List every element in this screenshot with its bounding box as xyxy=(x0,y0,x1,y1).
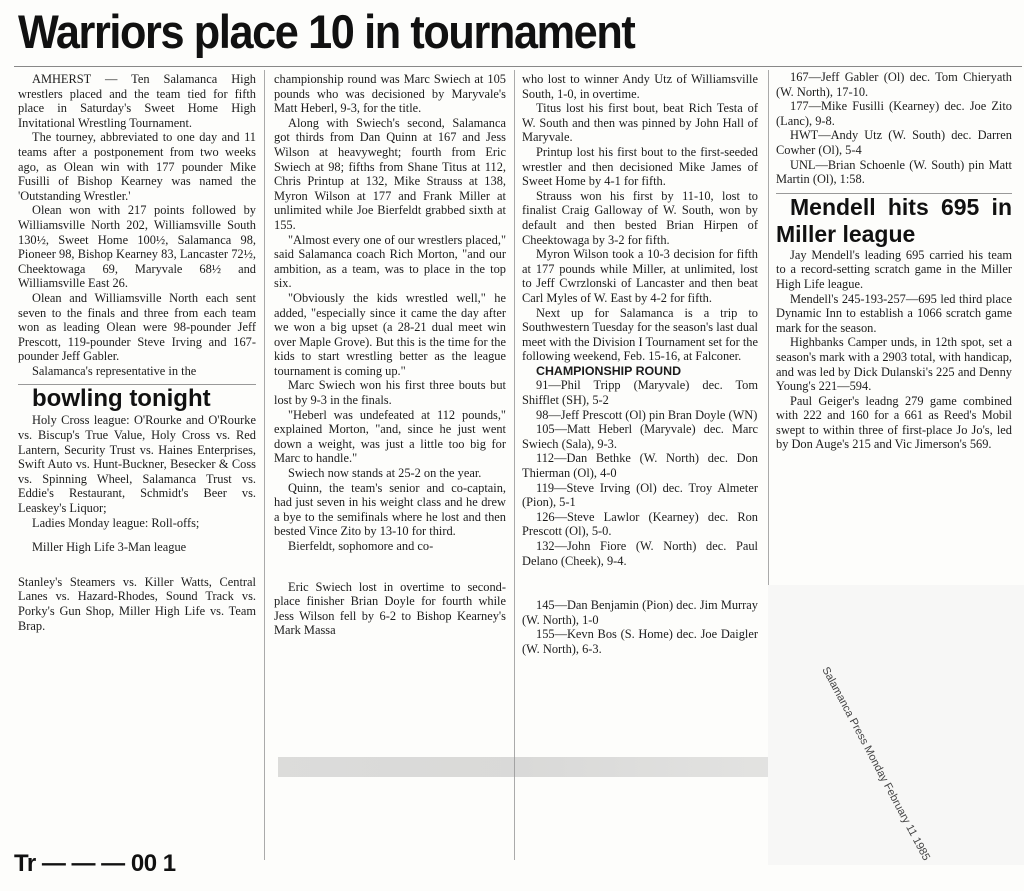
result-155: 155—Kevn Bos (S. Home) dec. Joe Daigler (W. North), 6-3. xyxy=(522,627,758,656)
col2-para-7: Swiech now stands at 25-2 on the year. xyxy=(288,466,482,481)
result-105: 105—Matt Heberl (Maryvale) dec. Marc Swiech (Sala), 9-3. xyxy=(522,422,758,451)
col3-para-3: Printup lost his first bout to the first-seeded wrestler and then decisioned Mike James of Sweet Home by 4-1 for fifth. xyxy=(522,144,758,189)
col2-para-6: "Heberl was undefeated at 112 pounds," explained Morton, "and, since he just went down a weight, was just a little too big for Marc to handle." xyxy=(274,407,506,466)
col3-para-2: Titus lost his first bout, beat Rich Testa of W. South and then was pinned by John Hall of Maryvale. xyxy=(522,101,758,145)
result-unl: UNL—Brian Schoenle (W. South) pin Matt Martin (Ol), 1:58. xyxy=(776,157,1012,187)
result-145: 145—Dan Benjamin (Pion) dec. Jim Murray (W. North), 1-0 xyxy=(522,598,758,627)
bowling-para-1: Holy Cross league: O'Rourke and O'Rourke vs. Biscup's True Value, Holy Cross vs. Red Lantern, Security Trust vs. Haines Enterprises, Swift Auto vs. Hunt-Buckner, Besecker & Coss vs. Spinning Wheel, Salamanca Trust vs. Eddie's Restaurant, Schmidt's Beer vs. Leaskey's Liquor; xyxy=(18,413,256,516)
col1-para-3: Olean won with 217 points followed by Williamsville North 202, Williamsville South 130½, Sweet Home 100½, Salamanca 98, Pioneer 98, Bishop Kearney 83, Lancaster 72½, Cheektowaga 69, Maryvale 68½ and Williamsville East 26. xyxy=(18,203,256,291)
col2-para-8: Quinn, the team's senior and co-captain, had just seven in his weight class and he drew a bye to the semifinals where he lost and then bested Vince Zito by 13-10 for third. xyxy=(274,480,506,539)
col2-para-10: Eric Swiech lost in overtime to second-place finisher Brian Doyle for fourth while Jess Wilson fell by 6-2 to Bishop Kearney's Mark Massa xyxy=(274,579,506,638)
col1-para-1: AMHERST — Ten Salamanca High wrestlers placed and the team tied for fifth place in Saturday's Sweet Home High Invitational Wrestling Tournament. xyxy=(18,72,256,130)
col3-para-1: who lost to winner Andy Utz of Williamsville South, 1-0, in overtime. xyxy=(522,72,758,101)
bowling-title: bowling tonight xyxy=(32,385,211,413)
col2-para-3: "Almost every one of our wrestlers placed," said Salamanca coach Rich Morton, "and our ambition, as a team, was to place in the top six. xyxy=(274,232,506,291)
column-divider-1 xyxy=(264,70,265,860)
col2-para-9: Bierfeldt, sophomore and co- xyxy=(288,539,434,553)
result-132: 132—John Fiore (W. North) dec. Paul Delano (Cheek), 9-4. xyxy=(522,539,758,568)
col2-para-1: championship round was Marc Swiech at 105 pounds who was decisioned by Maryvale's Matt Heberl, 9-3, for the title. xyxy=(274,72,506,116)
bowling-para-2: Ladies Monday league: Roll-offs; xyxy=(32,515,200,530)
result-hwt: HWT—Andy Utz (W. South) dec. Darren Cowher (Ol), 5-4 xyxy=(776,128,1012,157)
column-divider-3 xyxy=(768,70,769,585)
cut-off-headline: Tr — — — 00 1 xyxy=(14,850,176,877)
result-119: 119—Steve Irving (Ol) dec. Troy Almeter (Pion), 5-1 xyxy=(522,480,758,510)
col4-para-2: Mendell's 245-193-257—695 led third place Dynamic Inn to establish a 1066 scratch game mark for the season. xyxy=(776,291,1012,335)
col4-para-1: Jay Mendell's leading 695 carried his team to a record-setting scratch game in the Miller High Life league. xyxy=(776,247,1012,291)
col3-para-6: Next up for Salamanca is a trip to Southwestern Tuesday for the season's last dual meet with the Division I Tournament set for the following weekend, Feb. 15-16, at Falconer. xyxy=(522,305,758,364)
result-167: 167—Jeff Gabler (Ol) dec. Tom Chieryath (W. North), 17-10. xyxy=(776,70,1012,99)
championship-title: CHAMPIONSHIP ROUND xyxy=(536,363,682,378)
col1-para-2: The tourney, abbreviated to one day and 11 teams after a postponement from two weeks ago, as Olean win with 177 pounder Mike Fusilli of Bishop Kearney was named the 'Outstanding Wrestler.' xyxy=(18,130,256,203)
bowling-para-3: Miller High Life 3-Man league xyxy=(32,540,187,555)
bowling-para-4: Stanley's Steamers vs. Killer Watts, Central Lanes vs. Hazard-Rhodes, Sound Track vs. Porky's Gun Shop, Miller High Life vs. Team Brap. xyxy=(18,574,256,633)
col4-para-3: Highbanks Camper unds, in 12th spot, set a season's mark with a 2903 total, with handicap, and was led by Dick Dulanski's 225 and Denny Young's 221—594. xyxy=(776,335,1012,394)
top-rule xyxy=(14,66,1022,67)
col3-para-4: Strauss won his first by 11-10, lost to finalist Craig Galloway of W. South, won by default and then bested Brian Hirpen of Cheektowaga by 3-2 for fifth. xyxy=(522,188,758,247)
result-112: 112—Dan Bethke (W. North) dec. Don Thierman (Ol), 4-0 xyxy=(522,451,758,481)
col2-para-4: "Obviously the kids wrestled well," he added, "especially since it came the day after we won a big upset (a 28-21 dual meet win over Maple Grove). But this is the time for the kids to start wrestling better as the league tournament is coming up." xyxy=(274,290,506,378)
headline: Warriors place 10 in tournament xyxy=(18,5,635,58)
col1-para-4: Olean and Williamsville North each sent seven to the finals and three from each team won as leading Olean were 98-pounder Jeff Prescott, 119-pounder Steve Irving and 167-pounder Jeff Gabler. xyxy=(18,290,256,364)
column-4 xyxy=(776,70,1012,580)
print-smear xyxy=(278,757,768,777)
mendell-title: Mendell hits 695 in Miller league xyxy=(776,193,1012,247)
col3-para-5: Myron Wilson took a 10-3 decision for fifth at 177 pounds while Miller, at unlimited, lost to Jeff Cwrzlonski of Lancaster and then beat Carl Myles of W. East by 4-2 for fifth. xyxy=(522,247,758,305)
col2-para-5: Marc Swiech won his first three bouts but lost by 9-3 in the finals. xyxy=(274,378,506,408)
col4-para-4: Paul Geiger's leadng 279 game combined with 222 and 160 for a 661 as Reed's Mobil swept to within three of first-place Jo Jo's, led by Don Auge's 215 and Vic Jimerson's 569. xyxy=(776,393,1012,452)
blank-margin-area xyxy=(768,585,1024,865)
result-126: 126—Steve Lawlor (Kearney) dec. Ron Prescott (Ol), 5-0. xyxy=(522,509,758,539)
column-3 xyxy=(522,72,758,857)
result-177: 177—Mike Fusilli (Kearney) dec. Joe Zito (Lanc), 9-8. xyxy=(776,99,1012,128)
column-2 xyxy=(274,72,506,857)
result-98: 98—Jeff Prescott (Ol) pin Bran Doyle (WN) xyxy=(536,407,758,422)
date-stamp: Salamanca Press Monday February 11 1985 xyxy=(819,665,933,863)
column-divider-2 xyxy=(514,70,515,860)
result-91: 91—Phil Tripp (Maryvale) dec. Tom Shifflet (SH), 5-2 xyxy=(522,378,758,408)
col2-para-2: Along with Swiech's second, Salamanca got thirds from Dan Quinn at 167 and Jess Wilson at heavyweght; fourth from Eric Swiech at 98; fifths from Shane Titus at 112, Chris Printup at 132, Mike Strauss at 138, Myron Wilson at 177 and Frank Miller at unlimited while Joe Bierfeldt grabbed sixth at 155. xyxy=(274,115,506,232)
col1-para-5: Salamanca's representative in the xyxy=(32,363,197,378)
column-1 xyxy=(18,72,256,857)
